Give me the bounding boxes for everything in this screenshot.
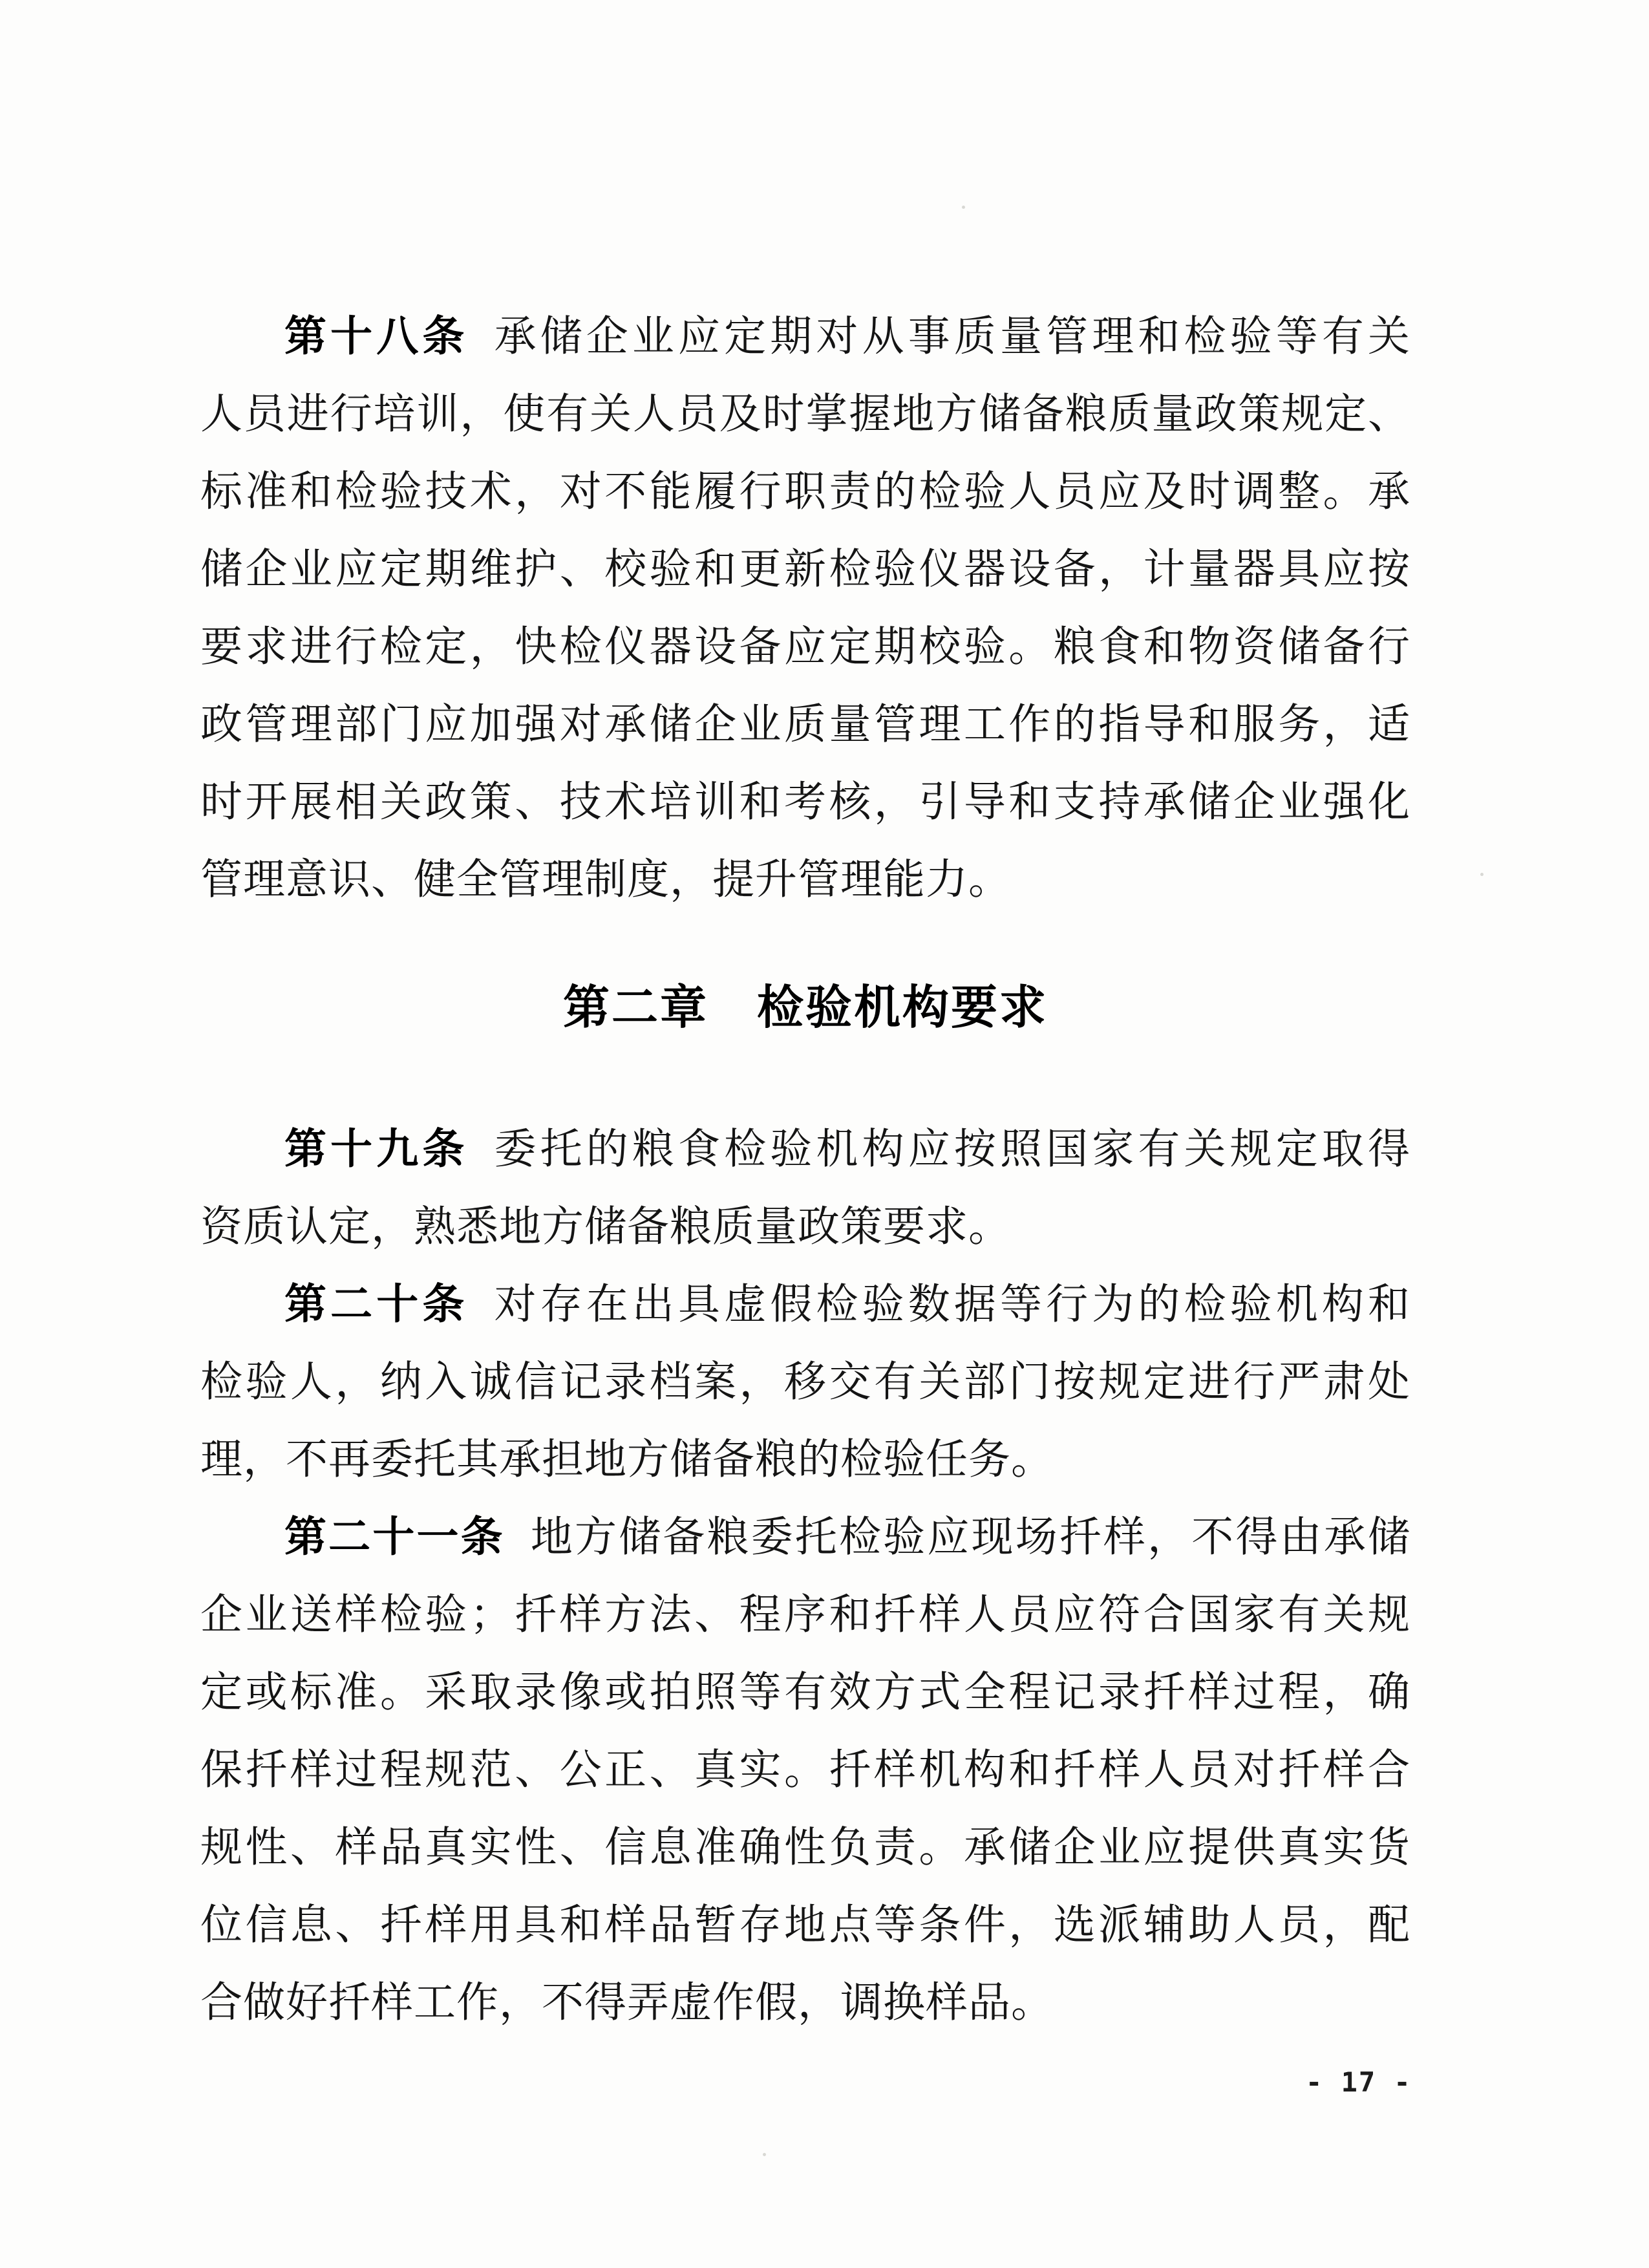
text-line: 要求进行检定，快检仪器设备应定期校验。粮食和物资储备行 bbox=[200, 624, 1410, 670]
document-body bbox=[200, 298, 1410, 2042]
text-line: 保扦样过程规范、公正、真实。扦样机构和扦样人员对扦样合 bbox=[200, 1747, 1410, 1793]
article-number-label: 第十九条 bbox=[284, 1126, 469, 1173]
article-text: 地方储备粮委托检验应现场扦样，不得由承储 bbox=[530, 1514, 1410, 1561]
article-text: 对存在出具虚假检验数据等行为的检验机构和 bbox=[494, 1281, 1410, 1328]
text-line: 政管理部门应加强对承储企业质量管理工作的指导和服务，适 bbox=[200, 701, 1410, 748]
article-first-line bbox=[200, 1499, 1410, 1576]
text-line: 定或标准。采取录像或拍照等有效方式全程记录扦样过程，确 bbox=[200, 1669, 1410, 1716]
text-line: 检验人，纳入诚信记录档案，移交有关部门按规定进行严肃处 bbox=[200, 1359, 1410, 1406]
text-line: 管理意识、健全管理制度，提升管理能力。 bbox=[200, 857, 1012, 903]
text-line: 储企业应定期维护、校验和更新检验仪器设备，计量器具应按 bbox=[200, 546, 1410, 593]
chapter-heading: 第二章 检验机构要求 bbox=[562, 982, 1048, 1034]
text-line: 标准和检验技术，对不能履行职责的检验人员应及时调整。承 bbox=[200, 469, 1410, 515]
article-number-label: 第二十条 bbox=[284, 1281, 469, 1328]
article-first-line bbox=[200, 1111, 1410, 1188]
article-number-label: 第十八条 bbox=[284, 314, 469, 360]
scan-speck bbox=[1480, 873, 1484, 876]
text-line: 位信息、扦样用具和样品暂存地点等条件，选派辅助人员，配 bbox=[200, 1902, 1410, 1949]
text-line: 理，不再委托其承担地方储备粮的检验任务。 bbox=[200, 1437, 1054, 1483]
article-first-line bbox=[200, 298, 1410, 376]
page-number: - 17 - bbox=[1306, 2066, 1412, 2098]
article-number-label: 第二十一条 bbox=[284, 1514, 505, 1561]
article-first-line bbox=[200, 1266, 1410, 1343]
scan-speck bbox=[763, 2153, 766, 2156]
text-line: 规性、样品真实性、信息准确性负责。承储企业应提供真实货 bbox=[200, 1824, 1410, 1871]
article-text: 承储企业应定期对从事质量管理和检验等有关 bbox=[494, 314, 1410, 360]
text-line: 时开展相关政策、技术培训和考核，引导和支持承储企业强化 bbox=[200, 779, 1410, 826]
text-line: 资质认定，熟悉地方储备粮质量政策要求。 bbox=[200, 1204, 1012, 1250]
text-line: 人员进行培训，使有关人员及时掌握地方储备粮质量政策规定、 bbox=[200, 391, 1410, 438]
article-text: 委托的粮食检验机构应按照国家有关规定取得 bbox=[494, 1126, 1410, 1173]
text-line: 企业送样检验；扦样方法、程序和扦样人员应符合国家有关规 bbox=[200, 1592, 1410, 1638]
scan-speck bbox=[962, 206, 965, 209]
text-line: 合做好扦样工作，不得弄虚作假，调换样品。 bbox=[200, 1980, 1054, 2026]
